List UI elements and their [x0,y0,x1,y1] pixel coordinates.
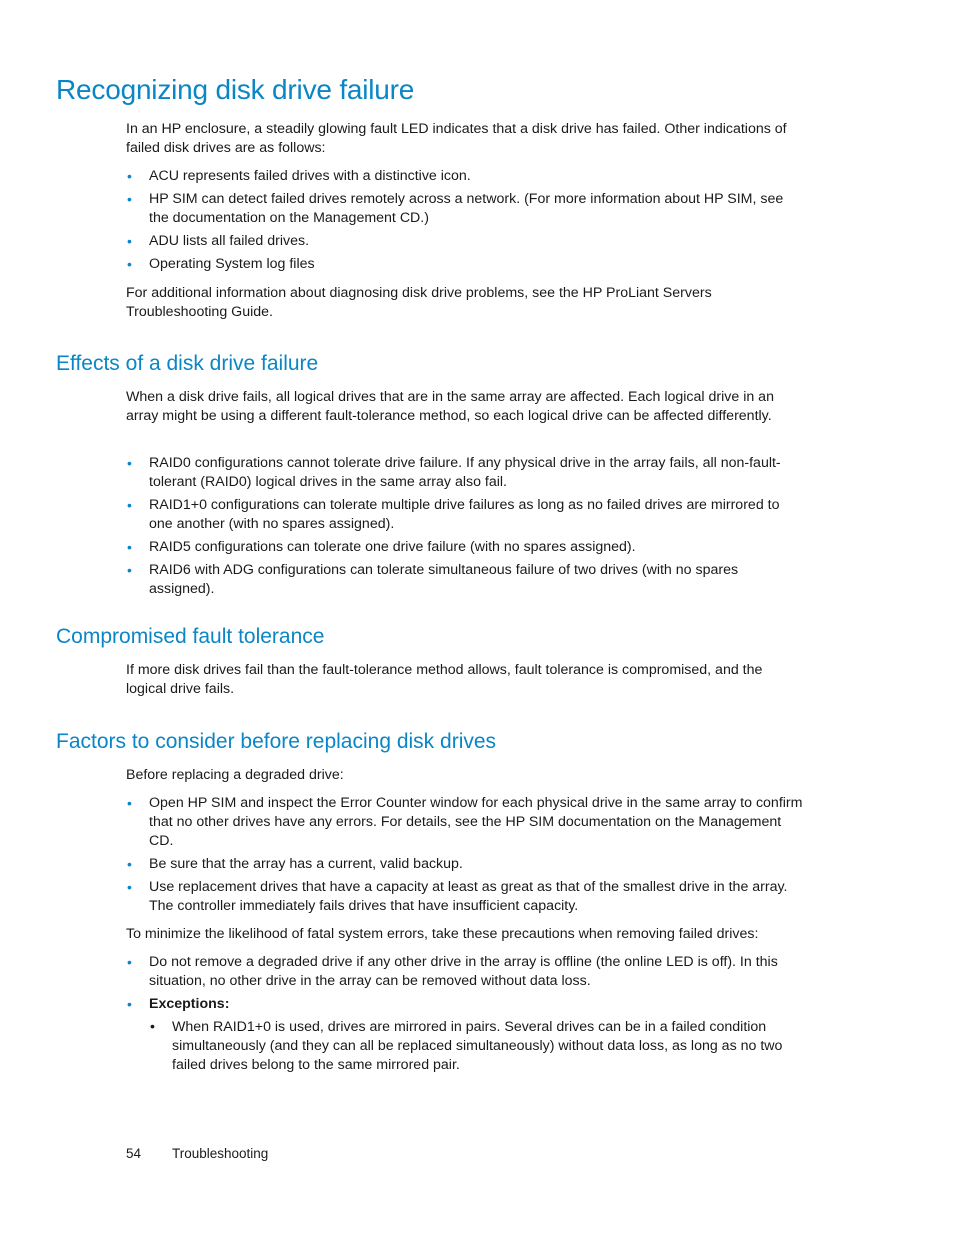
page-footer [126,1145,268,1163]
intro-paragraph: In an HP enclosure, a steadily glowing fault LED indicates that a disk drive has failed. Other indications of failed disk drives are as follows: [126,121,787,156]
list-item: • RAID1+0 configurations can tolerate multiple drive failures as long as no failed drives are mirrored to one another (with no spares assigned). [126,496,806,534]
compromised-paragraph: If more disk drives fail than the fault-tolerance method allows, fault tolerance is compromised, and the logical drive fails. [126,662,763,697]
effects-heading: Effects of a disk drive failure [56,352,319,375]
list-item: • Open HP SIM and inspect the Error Counter window for each physical drive in the same array to confirm that no other drives have any errors. For details, see the HP SIM documentation on the Management CD. [126,794,806,851]
exceptions-label: Exceptions: [149,996,230,1012]
list-item: • ACU represents failed drives with a distinctive icon. [126,167,806,186]
list-item: • RAID6 with ADG configurations can tolerate simultaneous failure of two drives (with no spares assigned). [126,561,806,599]
list-item: • Do not remove a degraded drive if any other drive in the array is offline (the online LED is off). In this situation, no other drive in the array can be removed without data loss. [126,953,806,991]
precautions-list [126,953,806,1079]
footer-section: Troubleshooting [172,1146,269,1161]
list-item: • RAID5 configurations can tolerate one drive failure (with no spares assigned). [126,538,806,557]
list-item [126,995,806,1075]
list-item: • Be sure that the array has a current, valid backup. [126,855,806,874]
additional-info-paragraph: For additional information about diagnosing disk drive problems, see the HP ProLiant Servers Troubleshooting Guide. [126,285,712,320]
list-item: • ADU lists all failed drives. [126,232,806,251]
factors-heading: Factors to consider before replacing disk drives [56,730,497,753]
page-title: Recognizing disk drive failure [56,74,415,105]
effects-list [126,454,806,603]
factors-intro: Before replacing a degraded drive: [126,767,344,783]
precautions-intro: To minimize the likelihood of fatal system errors, take these precautions when removing failed drives: [126,926,759,942]
exceptions-list [149,1018,806,1075]
list-item: • Use replacement drives that have a capacity at least as great as that of the smallest drive in the array. The controller immediately fails drives that have insufficient capacity. [126,878,806,916]
effects-paragraph: When a disk drive fails, all logical drives that are in the same array are affected. Each logical drive in an array might be using a different fault-tolerance method, so each logical drive can be affected differently. [126,389,774,424]
list-item: • RAID0 configurations cannot tolerate drive failure. If any physical drive in the array fails, all non-fault-tolerant (RAID0) logical drives in the same array also fail. [126,454,806,492]
list-item: • HP SIM can detect failed drives remotely across a network. (For more information about HP SIM, see the documentation on the Management CD.) [126,190,806,228]
factors-list [126,794,806,920]
indications-list [126,167,806,278]
list-item: • Operating System log files [126,255,806,274]
compromised-heading: Compromised fault tolerance [56,625,325,648]
page-number: 54 [126,1146,142,1161]
list-item: • When RAID1+0 is used, drives are mirrored in pairs. Several drives can be in a failed condition simultaneously (and they can all be replaced simultaneously) without data loss, as long as no two failed drives belong to the same mirrored pair. [149,1018,806,1075]
